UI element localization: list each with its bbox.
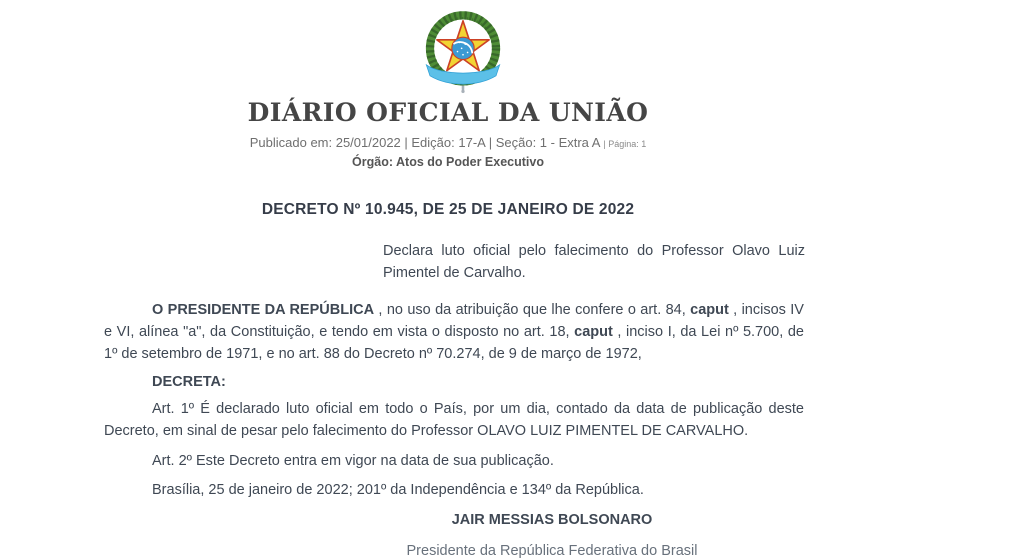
- publication-meta-main: Publicado em: 25/01/2022 | Edição: 17-A | Seção: 1 - Extra A: [249, 135, 604, 150]
- decree-preamble: O PRESIDENTE DA REPÚBLICA , no uso da atribuição que lhe confere o art. 84, caput , incisos IV e VI, alínea "a", da Constituição, e tendo em vista o disposto no art. 18, caput , inciso I, da Lei nº 5.700, de 1º de setembro de 1971, e no art. 88 do Decreto nº 70.274, de 9 de março de 1972,: [104, 302, 804, 362]
- brazil-coat-of-arms-icon: [417, 8, 509, 96]
- signature-name: JAIR MESSIAS BOLSONARO: [451, 512, 653, 528]
- signature-role: Presidente da República Federativa do Brasil: [406, 543, 698, 559]
- organ-line: Órgão: Atos do Poder Executivo: [352, 155, 544, 169]
- place-date-line: Brasília, 25 de janeiro de 2022; 201º da Independência e 134º da República.: [152, 482, 644, 498]
- publication-meta: [104, 135, 792, 152]
- decreta-label: DECRETA:: [152, 374, 226, 390]
- gazette-title: DIÁRIO OFICIAL DA UNIÃO: [247, 98, 649, 127]
- decree-title: DECRETO Nº 10.945, DE 25 DE JANEIRO DE 2022: [261, 201, 635, 218]
- article-2: Art. 2º Este Decreto entra em vigor na data de sua publicação.: [152, 453, 554, 469]
- page-number-note: | Página: 1: [603, 139, 647, 149]
- article-1: Art. 1º É declarado luto oficial em todo o País, por um dia, contado da data de publicação deste Decreto, em sinal de pesar pelo falecimento do Professor OLAVO LUIZ PIMENTEL DE CARVALHO.: [104, 401, 804, 439]
- masthead: [104, 97, 792, 170]
- decree-summary: Declara luto oficial pelo falecimento do Professor Olavo Luiz Pimentel de Carvalho.: [383, 243, 805, 281]
